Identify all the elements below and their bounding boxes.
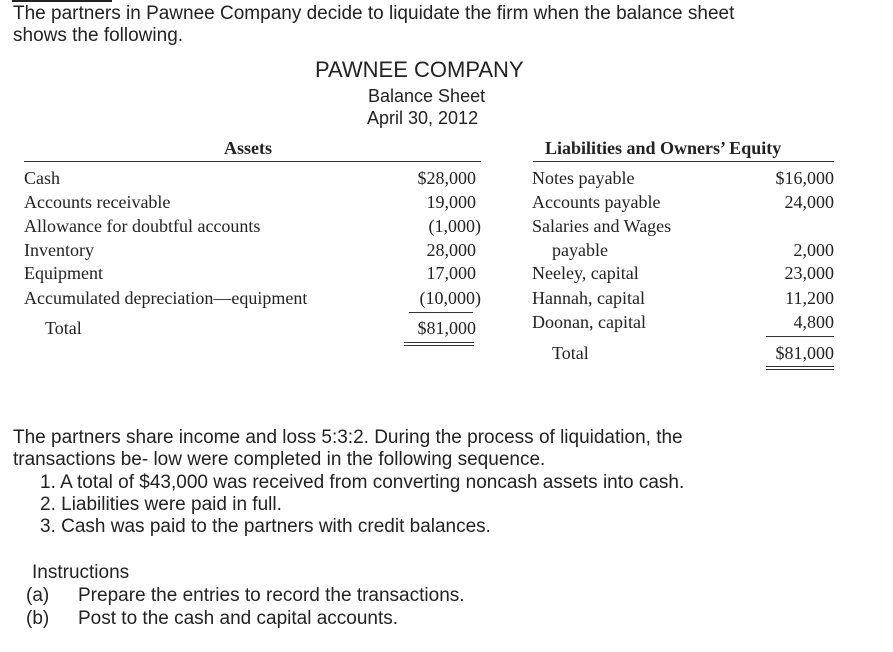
asset-value: $28,000 [417, 168, 476, 188]
liability-label: Notes payable [532, 168, 635, 188]
liability-value: 23,000 [784, 263, 834, 283]
liability-value: 24,000 [784, 192, 834, 212]
assets-header: Assets [224, 138, 272, 158]
asset-label: Inventory [24, 240, 94, 260]
asset-value: (1,000) [428, 216, 481, 236]
instructions-heading: Instructions [32, 562, 130, 583]
liabilities-header: Liabilities and Owners’ Equity [545, 138, 782, 158]
asset-value: 28,000 [426, 240, 476, 260]
assets-total-double-rule [404, 345, 474, 346]
liability-label: Doonan, capital [532, 312, 646, 332]
description-line-1: The partners share income and loss 5:3:2. During the process of liquidation, the [13, 427, 683, 448]
liability-label: Salaries and Wages [532, 216, 672, 236]
instruction-marker: (a) [26, 585, 50, 606]
asset-label: Cash [24, 168, 60, 188]
assets-subtotal-rule [409, 312, 473, 313]
transaction-item: 2. Liabilities were paid in full. [40, 494, 282, 515]
asset-label: Equipment [24, 263, 103, 283]
assets-header-rule [24, 161, 481, 162]
liabilities-total-value: $81,000 [775, 343, 834, 363]
asset-label: Accounts receivable [24, 192, 171, 212]
description-line-2: transactions be- low were completed in the following sequence. [13, 449, 546, 470]
assets-total-value: $81,000 [417, 318, 476, 338]
liability-label: payable [552, 240, 608, 260]
assets-total-double-rule [404, 342, 474, 343]
asset-value: 19,000 [426, 192, 476, 212]
intro-line-2: shows the following. [13, 25, 184, 46]
liabilities-total-double-rule [766, 366, 834, 367]
transaction-item: 1. A total of $43,000 was received from converting noncash assets into cash. [40, 472, 685, 493]
statement-title: Balance Sheet [368, 86, 486, 106]
instruction-text: Prepare the entries to record the transactions. [78, 585, 465, 606]
asset-value: 17,000 [426, 263, 476, 283]
statement-date: April 30, 2012 [367, 108, 479, 128]
liability-label: Hannah, capital [532, 288, 645, 308]
liability-value: $16,000 [775, 168, 834, 188]
liability-label: Neeley, capital [532, 263, 639, 283]
liabilities-subtotal-rule [766, 336, 834, 337]
top-rule [12, 0, 112, 2]
liability-value: 2,000 [793, 240, 834, 260]
asset-value: (10,000) [419, 288, 481, 308]
liability-label: Accounts payable [532, 192, 661, 212]
liabilities-total-double-rule [766, 369, 834, 370]
liability-value: 11,200 [785, 288, 834, 308]
liabilities-header-rule [533, 161, 834, 162]
liabilities-total-label: Total [552, 343, 589, 363]
asset-label: Accumulated depreciation—equipment [24, 288, 308, 308]
transaction-item: 3. Cash was paid to the partners with credit balances. [40, 516, 491, 537]
instruction-marker: (b) [26, 608, 50, 629]
intro-line-1: The partners in Pawnee Company decide to liquidate the firm when the balance sheet [13, 3, 735, 24]
liability-value: 4,800 [793, 312, 834, 332]
company-name: PAWNEE COMPANY [315, 57, 524, 82]
instruction-text: Post to the cash and capital accounts. [78, 608, 399, 629]
assets-total-label: Total [45, 318, 82, 338]
asset-label: Allowance for doubtful accounts [24, 216, 261, 236]
